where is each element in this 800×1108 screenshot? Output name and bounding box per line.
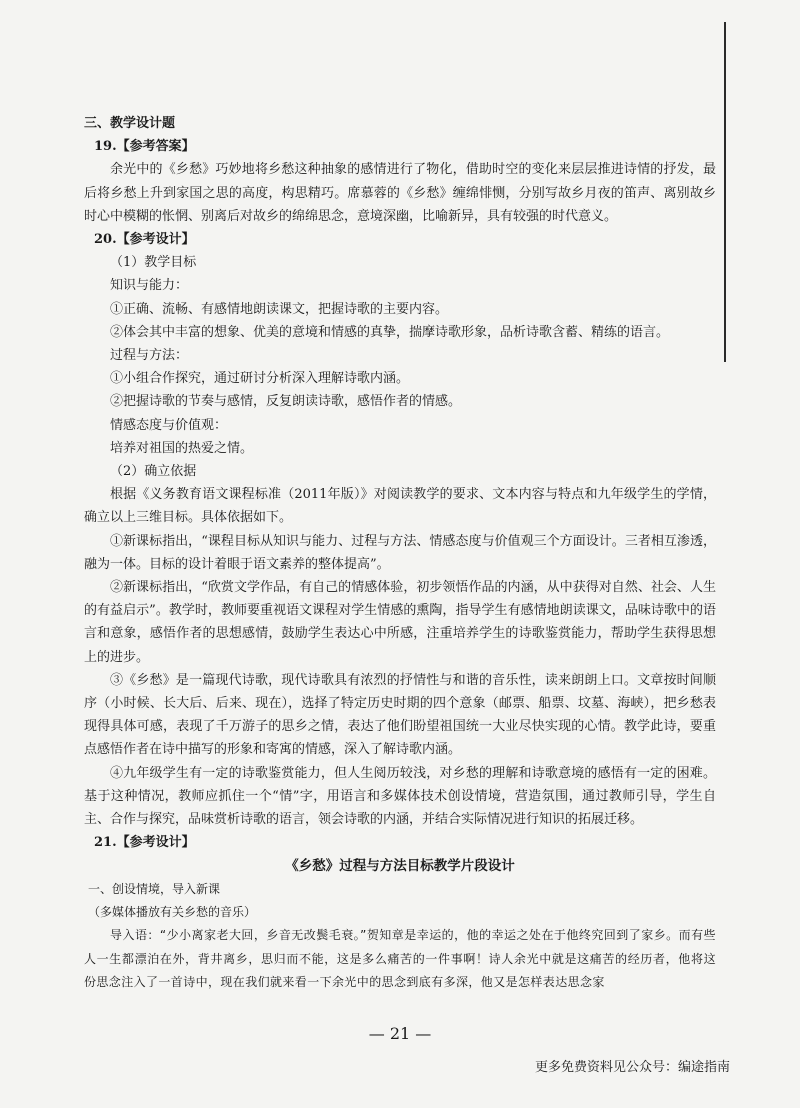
q20-basis-point: ①新课标指出，“课程目标从知识与能力、过程与方法、情感态度与价值观三个方面设计。三者相互渗透，融为一体。目标的设计着眼于语文素养的整体提高”。 xyxy=(84,533,716,572)
q20-item: ②把握诗歌的节奏与感情，反复朗读诗歌，感悟作者的情感。 xyxy=(110,394,462,410)
section-heading: 三、教学设计题 xyxy=(84,116,176,131)
q20-basis-point: ④九年级学生有一定的诗歌鉴赏能力，但人生阅历较浅，对乡愁的理解和诗歌意境的感悟有一定的困难。基于这种情况，教师应抓住一个“情”字，用语言和多媒体技术创设情境，营造氛围，通过教师引导，学生自主、合作与探究，品味赏析诗歌的语言，领会诗歌的内涵，并结合实际情况进行知识的拓展迁移。 xyxy=(84,765,716,828)
q20-item: 培养对祖国的热爱之情。 xyxy=(110,440,254,456)
q20-item: ①正确、流畅、有感情地朗读课文，把握诗歌的主要内容。 xyxy=(110,301,449,317)
q21-intro-text: 导入语：“少小离家老大回，乡音无改鬓毛衰。”贺知章是幸运的，他的幸运之处在于他终究回到了家乡。而有些人一生都漂泊在外，背井离乡，思归而不能，这是多么痛苦的一件事啊！诗人余光中就是这痛苦的经历者，他将这份思念注入了一首诗中，现在我们就来看一下余光中的思念到底有多深，他又是怎样表达思念家 xyxy=(84,928,716,990)
q20-basis-point: ③《乡愁》是一篇现代诗歌，现代诗歌具有浓烈的抒情性与和谐的音乐性，读来朗朗上口。文章按时间顺序（小时候、长大后、后来、现在），选择了特定历史时期的四个意象（邮票、船票、坟墓、海峡），把乡愁表现得具体可感，表现了千万游子的思乡之情，表达了他们盼望祖国统一大业尽快实现的心情。教学此诗，要重点感悟作者在诗中描写的形象和寄寓的情感，深入了解诗歌内涵。 xyxy=(84,672,716,758)
q20-item: （2）确立依据 xyxy=(110,464,197,480)
document-body xyxy=(84,112,716,995)
q20-item: 情感态度与价值观： xyxy=(110,417,228,433)
q20-item: （1）教学目标 xyxy=(110,255,197,271)
q20-item: ①小组合作探究，通过研讨分析深入理解诗歌内涵。 xyxy=(110,371,410,387)
page-number: — 21 — xyxy=(368,1024,432,1043)
q21-step-heading: 一、创设情境，导入新课 xyxy=(88,881,221,896)
q21-step-note: （多媒体播放有关乡愁的音乐） xyxy=(88,904,257,919)
q20-label: 20.【参考设计】 xyxy=(94,232,195,248)
q19-answer: 余光中的《乡愁》巧妙地将乡愁这种抽象的感情进行了物化，借助时空的变化来层层推进诗情的抒发，最后将乡愁上升到家国之思的高度，构思精巧。席慕蓉的《乡愁》缠绵悱恻，分别写故乡月夜的笛声、离别故乡时心中模糊的怅惘、别离后对故乡的绵绵思念，意境深幽，比喻新异，具有较强的时代意义。 xyxy=(84,162,716,224)
q20-item: ②体会其中丰富的想象、优美的意境和情感的真挚，揣摩诗歌形象，品析诗歌含蓄、精练的语言。 xyxy=(110,324,670,340)
q20-basis-point: ②新课标指出，“欣赏文学作品，有自己的情感体验，初步领悟作品的内涵，从中获得对自然、社会、人生的有益启示”。教学时，教师要重视语文课程对学生情感的熏陶，指导学生有感情地朗读课文，品味诗歌中的语言和意象，感悟作者的思想感情，鼓励学生表达心中所感，注重培养学生的诗歌鉴赏能力，帮助学生获得思想上的进步。 xyxy=(84,580,716,665)
q19-label: 19.【参考答案】 xyxy=(94,139,195,155)
q20-item: 过程与方法： xyxy=(110,348,189,364)
q21-label: 21.【参考设计】 xyxy=(94,835,195,851)
footer-note: 更多免费资料见公众号：编途指南 xyxy=(534,1060,730,1075)
page-edge-line xyxy=(724,22,726,362)
q20-item: 知识与能力： xyxy=(110,278,189,294)
q20-basis-intro: 根据《义务教育语文课程标准（2011年版）》对阅读教学的要求、文本内容与特点和九年级学生的学情，确立以上三维目标。具体依据如下。 xyxy=(84,487,716,526)
q21-title: 《乡愁》过程与方法目标教学片段设计 xyxy=(285,857,515,874)
